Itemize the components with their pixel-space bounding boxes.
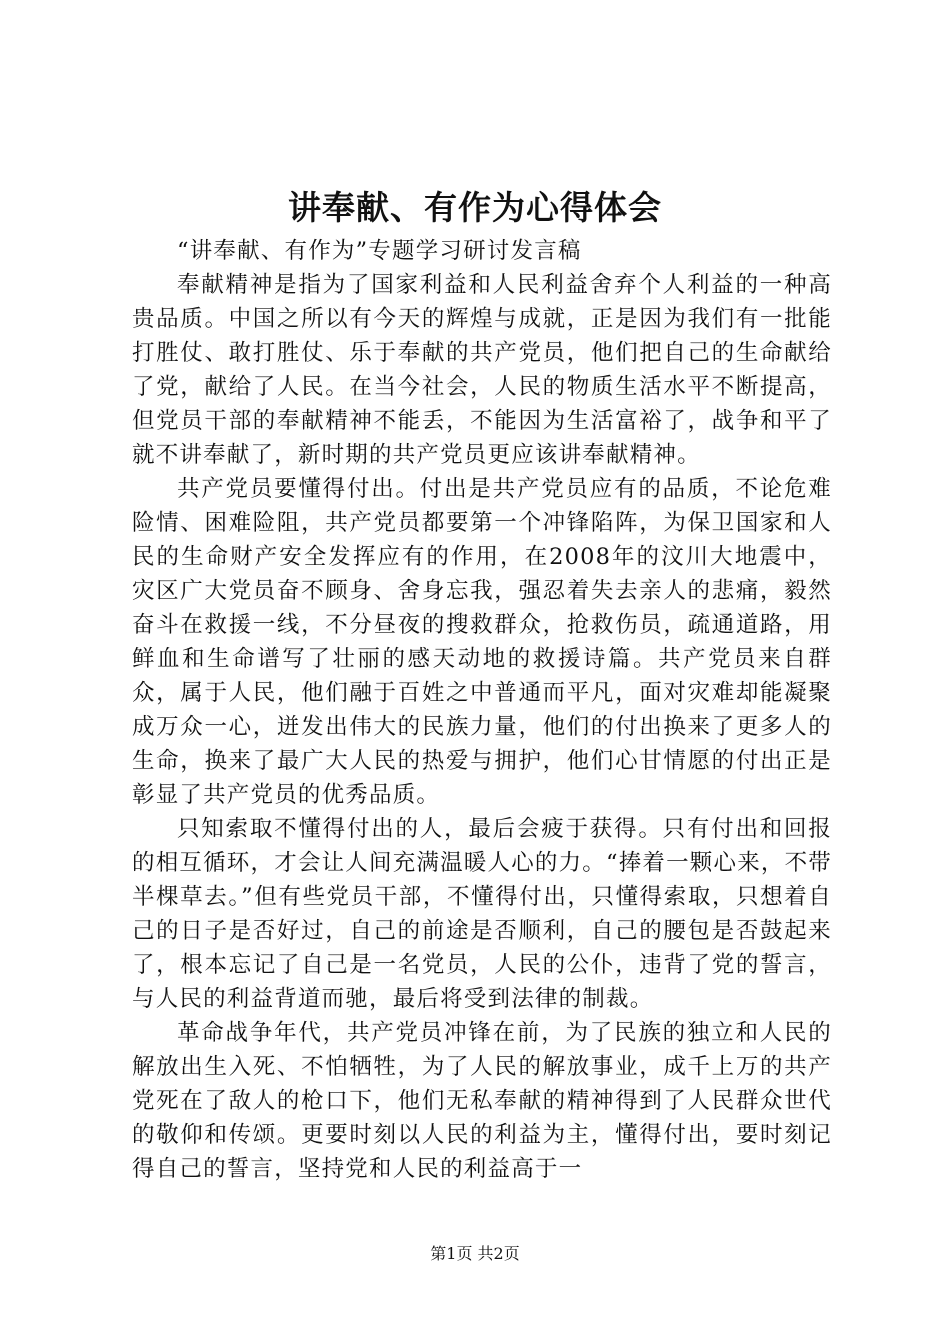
body-paragraph-2: 共产党员要懂得付出。付出是共产党员应有的品质，不论危难险情、困难险阻，共产党员都要第一个冲锋陷阵，为保卫国家和人民的生命财产安全发挥应有的作用，在2008年的汶川大地震中，灾区广大党员奋不顾身、舍身忘我，强忍着失去亲人的悲痛，毅然奋斗在救援一线，不分昼夜的搜救群众，抢救伤员，疏通道路，用鲜血和生命谱写了壮丽的感天动地的救援诗篇。共产党员来自群众，属于人民，他们融于百姓之中普通而平凡，面对灾难却能凝聚成万众一心，迸发出伟大的民族力量，他们的付出换来了更多人的生命，换来了最广大人民的热爱与拥护，他们心甘情愿的付出正是彰显了共产党员的优秀品质。 xyxy=(132,476,832,808)
body-paragraph-1: 奉献精神是指为了国家利益和人民利益舍弃个人利益的一种高贵品质。中国之所以有今天的辉煌与成就，正是因为我们有一批能打胜仗、敢打胜仗、乐于奉献的共产党员，他们把自己的生命献给了党，献给了人民。在当今社会，人民的物质生活水平不断提高，但党员干部的奉献精神不能丢，不能因为生活富裕了，战争和平了就不讲奉献了，新时期的共产党员更应该讲奉献精神。 xyxy=(132,272,832,468)
document-body xyxy=(132,234,832,1186)
document-subtitle: “讲奉献、有作为”专题学习研讨发言稿 xyxy=(177,238,582,264)
body-paragraph-4: 革命战争年代，共产党员冲锋在前，为了民族的独立和人民的解放出生入死、不怕牺牲，为了人民的解放事业，成千上万的共产党死在了敌人的枪口下，他们无私奉献的精神得到了人民群众世代的敬仰和传颂。更要时刻以人民的利益为主，懂得付出，要时刻记得自己的誓言，坚持党和人民的利益高于一 xyxy=(132,1020,832,1182)
page-footer: 第1页 共2页 xyxy=(430,1244,520,1263)
document-title: 讲奉献、有作为心得体会 xyxy=(288,188,662,227)
body-paragraph-3: 只知索取不懂得付出的人，最后会疲于获得。只有付出和回报的相互循环，才会让人间充满温暖人心的力。“捧着一颗心来，不带半棵草去。”但有些党员干部，不懂得付出，只懂得索取，只想着自己的日子是否好过，自己的前途是否顺利，自己的腰包是否鼓起来了，根本忘记了自己是一名党员，人民的公仆，违背了党的誓言，与人民的利益背道而驰，最后将受到法律的制裁。 xyxy=(132,816,833,1012)
